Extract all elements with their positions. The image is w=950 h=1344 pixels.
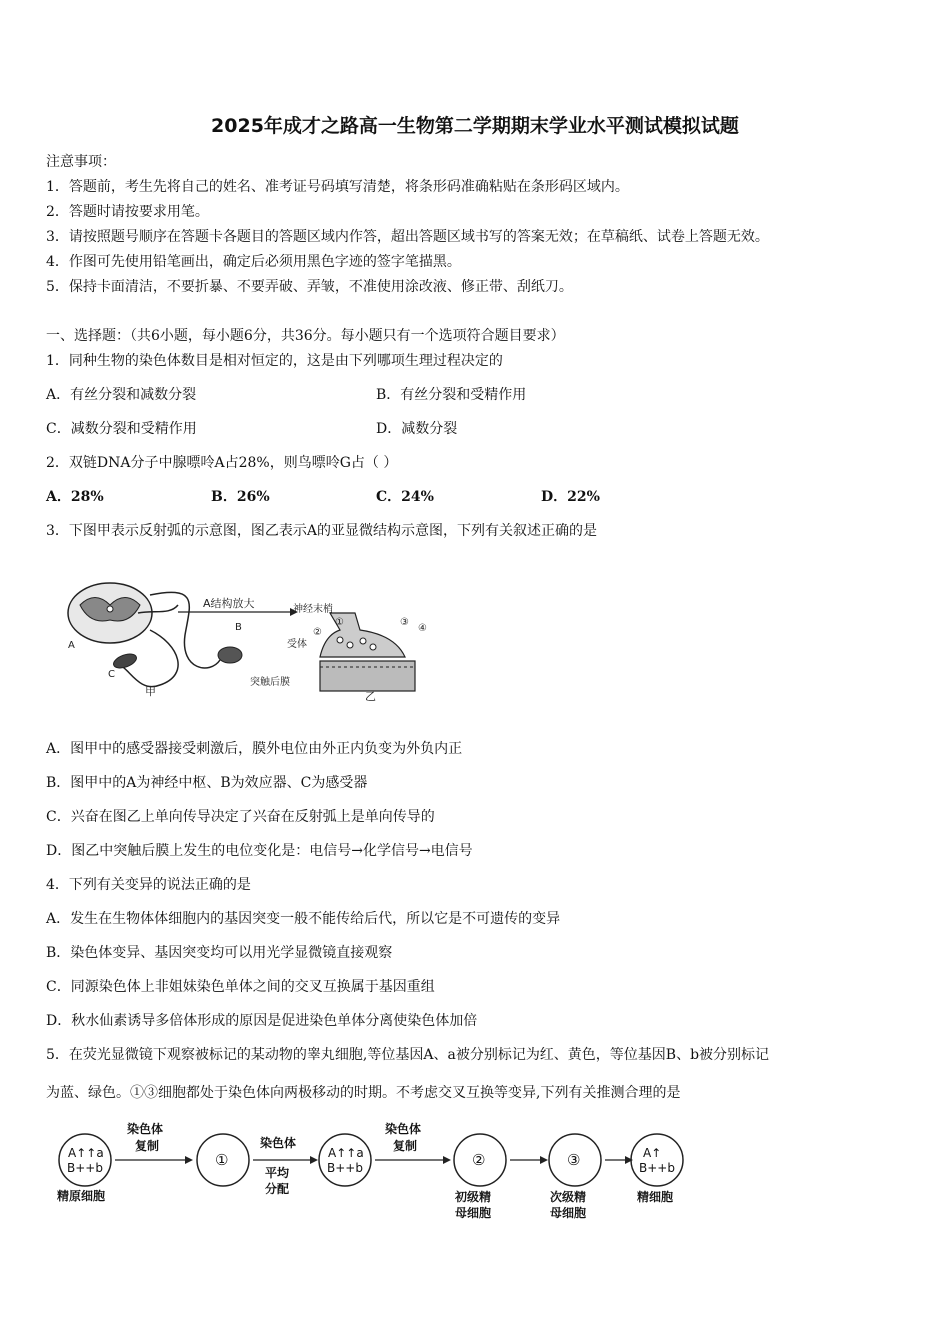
effector-b-shape <box>218 647 242 663</box>
q4-option-a: A．发生在生物体体细胞内的基因突变一般不能传给后代，所以它是不可遗传的变异 <box>46 911 561 927</box>
q1-option-a: A．有丝分裂和减数分裂 <box>46 387 197 403</box>
q4-option-c: C．同源染色体上非姐妹染色单体之间的交叉互换属于基因重组 <box>46 979 435 995</box>
step3-label-a: 染色体 <box>385 1122 422 1136</box>
q1-option-d: D．减数分裂 <box>376 421 458 437</box>
q5-stem-line2: 为蓝、绿色。①③细胞都处于染色体向两极移动的时期。不考虑交叉互换等变异,下列有关推测合理的是 <box>46 1085 681 1101</box>
q2-stem: 2．双链DNA分子中腺嘌呤A占28%，则鸟嘌呤G占（ ） <box>46 455 398 471</box>
label-n2: ② <box>313 627 322 638</box>
spermatogenesis-figure <box>55 1115 705 1230</box>
step1-label-b: 复制 <box>135 1139 160 1153</box>
label-jia: 甲 <box>145 685 156 698</box>
cell-3-label: ③ <box>567 1151 581 1169</box>
cell1-name: 精原细胞 <box>57 1189 106 1203</box>
arrow-label: A结构放大 <box>203 597 255 610</box>
cell3-bottom-label: B++b <box>327 1161 363 1175</box>
notice-item: 5．保持卡面清洁，不要折暴、不要弄破、弄皱，不准使用涂改液、修正带、刮纸刀。 <box>46 279 573 295</box>
q3-option-b: B．图甲中的A为神经中枢、B为效应器、C为感受器 <box>46 775 368 791</box>
step2-label-a: 染色体 <box>260 1136 297 1150</box>
cell5-name-1: 次级精 <box>550 1190 587 1204</box>
label-yi: 乙 <box>365 690 376 703</box>
section-heading: 一、选择题：（共6小题，每小题6分，共36分。每小题只有一个选项符合题目要求） <box>46 328 565 344</box>
cell1-bottom-label: B++b <box>67 1161 103 1175</box>
step3-label-b: 复制 <box>393 1139 418 1153</box>
notice-heading: 注意事项： <box>46 154 116 170</box>
notice-item: 3．请按照题号顺序在答题卡各题目的答题区域内作答，超出答题区域书写的答案无效；在草稿纸、试卷上答题无效。 <box>46 229 769 245</box>
cell4-name-1: 初级精 <box>455 1190 492 1204</box>
label-b: B <box>235 622 242 633</box>
cell3-top-label: A↑↑a <box>328 1146 364 1160</box>
q3-option-c: C．兴奋在图乙上单向传导决定了兴奋在反射弧上是单向传导的 <box>46 809 435 825</box>
q1-option-b: B．有丝分裂和受精作用 <box>376 387 527 403</box>
step2-label-b: 平均 <box>265 1166 290 1180</box>
label-n1: ① <box>335 617 344 628</box>
cell-sperm <box>631 1134 683 1186</box>
cell6-top-label: A↑ <box>643 1146 662 1160</box>
label-n3: ③ <box>400 617 409 628</box>
q3-option-a: A．图甲中的感受器接受刺激后，膜外电位由外正内负变为外负内正 <box>46 741 463 757</box>
q3-stem: 3．下图甲表示反射弧的示意图，图乙表示A的亚显微结构示意图，下列有关叙述正确的是 <box>46 523 598 539</box>
page-title: 2025年成才之路高一生物第二学期期末学业水平测试模拟试题 <box>211 115 739 137</box>
cell4-name-2: 母细胞 <box>455 1206 492 1220</box>
postsynaptic-membrane-shape <box>320 661 415 691</box>
notice-item: 2．答题时请按要求用笔。 <box>46 204 209 220</box>
cell-spermatogonium <box>59 1134 111 1186</box>
notice-item: 4．作图可先使用铅笔画出，确定后必须用黑色字迹的签字笔描黑。 <box>46 254 461 270</box>
step1-label-a: 染色体 <box>127 1122 164 1136</box>
q4-option-b: B．染色体变异、基因突变均可以用光学显微镜直接观察 <box>46 945 393 961</box>
step2-label-c: 分配 <box>265 1182 290 1196</box>
cell-2-label: ② <box>472 1151 486 1169</box>
label-n4: ④ <box>418 623 427 634</box>
label-nerve-ending: 神经末梢 <box>293 604 333 615</box>
q2-option-c: C．24% <box>376 489 434 505</box>
presynaptic-terminal <box>320 613 405 657</box>
notice-item: 1．答题前，考生先将自己的姓名、准考证号码填写清楚，将条形码准确粘贴在条形码区域内。 <box>46 179 629 195</box>
q5-stem-line1: 5．在荧光显微镜下观察被标记的某动物的睾丸细胞,等位基因A、a被分别标记为红、黄色，等位基因B、b被分别标记 <box>46 1047 770 1063</box>
q2-option-b: B．26% <box>211 489 270 505</box>
synapse-figure <box>245 595 445 705</box>
label-a: A <box>68 640 75 651</box>
q1-option-c: C．减数分裂和受精作用 <box>46 421 197 437</box>
label-receptor: 受体 <box>287 639 307 650</box>
q1-stem: 1．同种生物的染色体数目是相对恒定的，这是由下列哪项生理过程决定的 <box>46 353 503 369</box>
cell5-name-2: 母细胞 <box>550 1206 587 1220</box>
cell-daughter <box>319 1134 371 1186</box>
q4-option-d: D．秋水仙素诱导多倍体形成的原因是促进染色单体分离使染色体加倍 <box>46 1013 478 1029</box>
cell6-name: 精细胞 <box>637 1190 674 1204</box>
cell-1-label: ① <box>215 1151 229 1169</box>
label-postsynaptic: 突触后膜 <box>250 677 290 688</box>
cell1-top-label: A↑↑a <box>68 1146 104 1160</box>
q2-option-a: A．28% <box>46 489 104 505</box>
q2-option-d: D．22% <box>541 489 600 505</box>
label-c: C <box>108 669 115 680</box>
cell6-bottom-label: B++b <box>639 1161 675 1175</box>
q3-option-d: D．图乙中突触后膜上发生的电位变化是：电信号→化学信号→电信号 <box>46 843 473 859</box>
spinal-cord-drawing <box>68 583 178 643</box>
q4-stem: 4．下列有关变异的说法正确的是 <box>46 877 251 893</box>
